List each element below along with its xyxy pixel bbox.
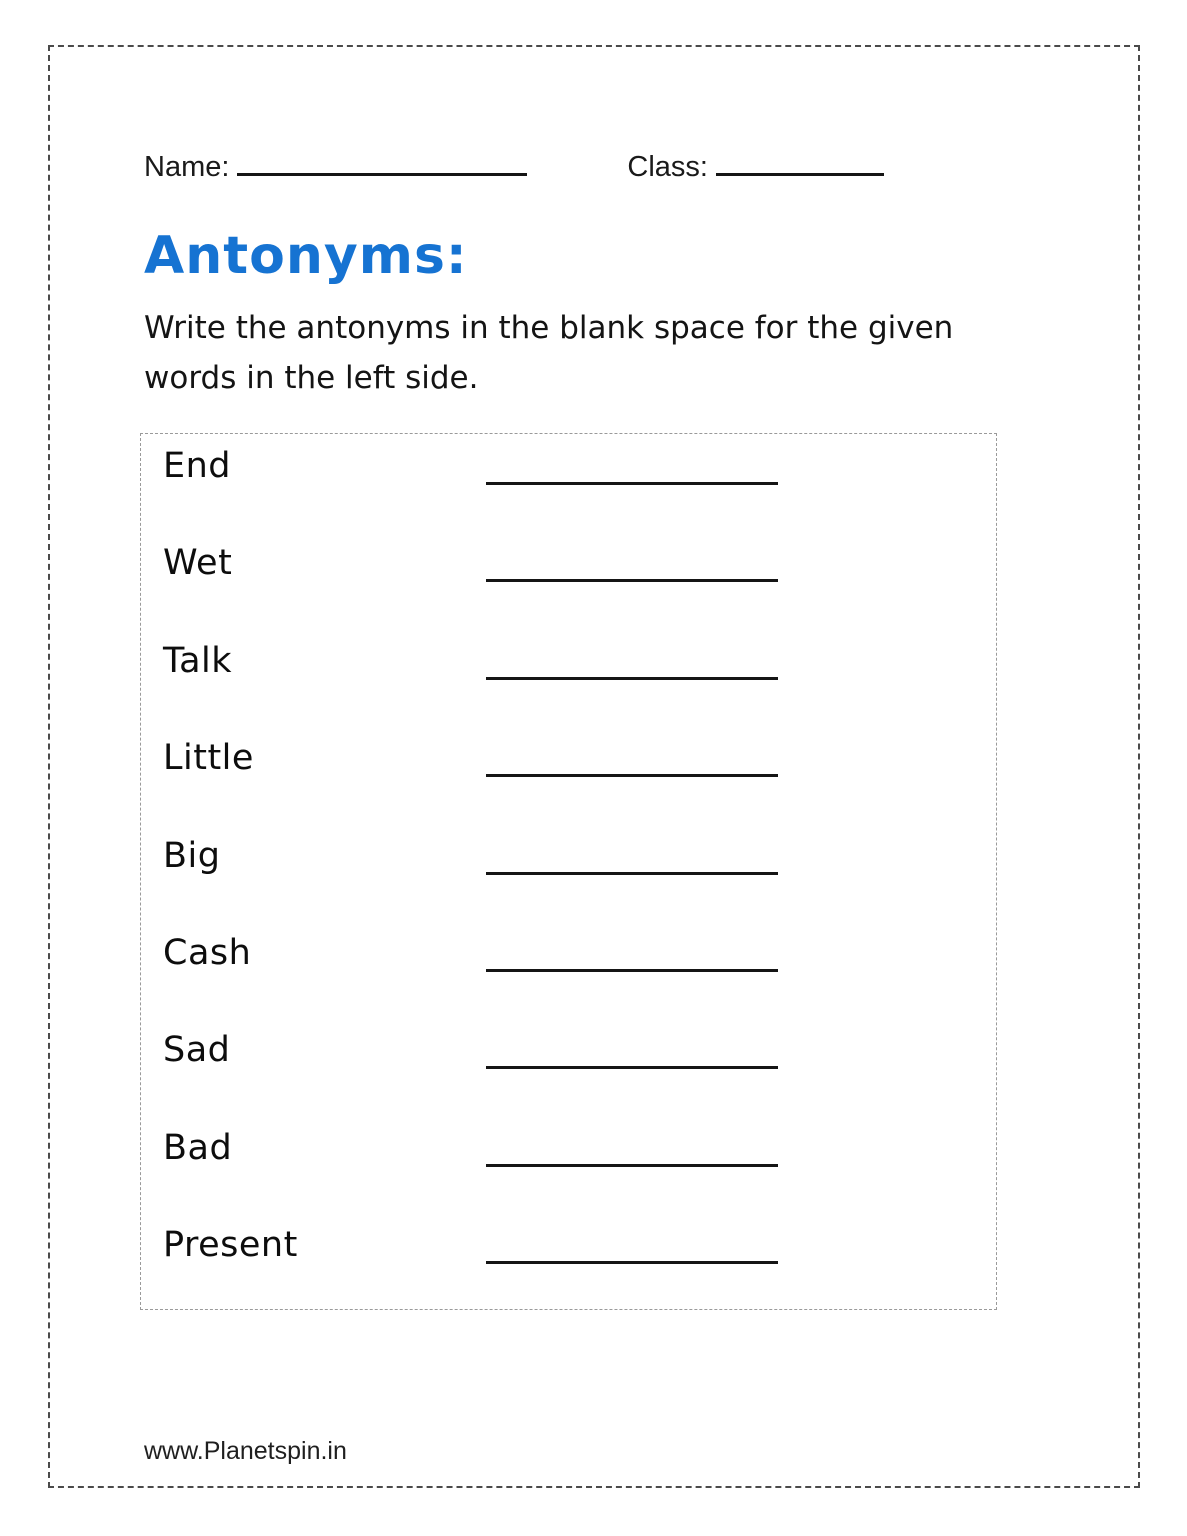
word-label: Bad [163, 1127, 233, 1168]
word-label: End [163, 446, 232, 486]
word-row [141, 1022, 996, 1119]
word-list-box [140, 433, 997, 1310]
word-row [141, 438, 996, 535]
class-label: Class: [627, 151, 708, 183]
name-blank[interactable] [237, 143, 527, 176]
word-label: Big [163, 835, 221, 876]
answer-blank[interactable] [486, 1261, 778, 1264]
word-row [141, 1120, 996, 1217]
word-row [141, 633, 996, 730]
answer-blank[interactable] [486, 969, 778, 972]
word-row [141, 925, 996, 1022]
worksheet-title: Antonyms: [144, 226, 468, 286]
word-label: Wet [163, 543, 233, 584]
header-fields [144, 143, 1044, 184]
instructions-text: Write the antonyms in the blank space for the given words in the left side. [144, 310, 954, 396]
footer-url: www.Planetspin.in [144, 1437, 347, 1465]
class-blank[interactable] [716, 143, 884, 176]
word-label: Present [163, 1225, 298, 1266]
word-row [141, 535, 996, 632]
answer-blank[interactable] [486, 872, 778, 875]
answer-blank[interactable] [486, 677, 778, 680]
word-label: Talk [163, 640, 233, 681]
word-label: Little [163, 738, 254, 779]
answer-blank[interactable] [486, 774, 778, 777]
word-row [141, 1217, 996, 1314]
word-rows [141, 434, 996, 1315]
answer-blank[interactable] [486, 579, 778, 582]
word-label: Sad [163, 1030, 231, 1071]
word-label: Cash [163, 932, 252, 973]
answer-blank[interactable] [486, 482, 778, 485]
answer-blank[interactable] [486, 1164, 778, 1167]
word-row [141, 828, 996, 925]
name-label: Name: [144, 151, 230, 183]
answer-blank[interactable] [486, 1066, 778, 1069]
word-row [141, 730, 996, 827]
